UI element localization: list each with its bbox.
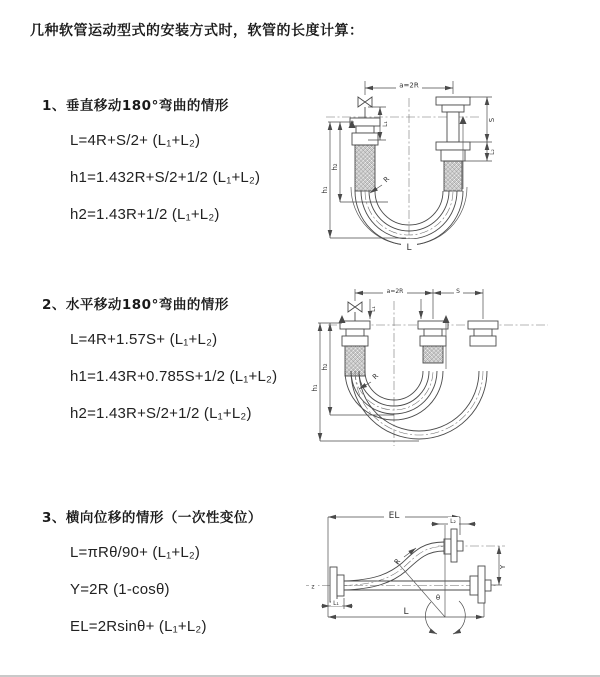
section-1-formulas — [42, 122, 317, 233]
braided-hose-section — [355, 145, 375, 191]
document-title: 几种软管运动型式的安装方式时，软管的长度计算： — [30, 23, 364, 39]
dim-label-l2: L₂ — [489, 149, 496, 155]
dim-label-l2: L₂ — [450, 518, 456, 525]
left-hose-fitting — [340, 321, 370, 376]
dim-label-radius: R — [371, 372, 381, 382]
dim-label-h2: h₂ — [331, 163, 339, 171]
dim-label-length: L — [406, 243, 412, 253]
centerline-break-mark: z — [311, 583, 315, 591]
formula-line: EL=2Rsinθ+ (L₁+L₂) — [70, 618, 207, 635]
diagram-3-drawing — [300, 505, 600, 650]
diagram-2-drawing — [313, 281, 598, 456]
section-2-heading: 2、水平移动180°弯曲的情形 — [42, 297, 229, 313]
formula-line: L=4R+S/2+ (L₁+L₂) — [70, 132, 201, 149]
braided-hose-section — [423, 346, 443, 363]
dim-label-s: S — [456, 288, 460, 295]
formula-line: h2=1.43R+S/2+1/2 (L₁+L₂) — [70, 405, 252, 422]
section-1 — [42, 94, 317, 233]
dim-label-h2: h₂ — [321, 363, 329, 371]
formula-line: Y=2R (1-cosθ) — [70, 581, 170, 598]
diagram-1-drawing — [308, 72, 598, 257]
motion-arrow-up — [443, 315, 450, 323]
right-hose-fitting-displaced — [468, 321, 498, 346]
s-curve-hose — [344, 542, 444, 590]
formula-line: h1=1.432R+S/2+1/2 (L₁+L₂) — [70, 169, 261, 186]
diagram-horizontal-180-bend — [313, 281, 598, 456]
dim-label-l1: L₁ — [333, 600, 339, 607]
section-3-formulas — [42, 534, 317, 645]
lower-right-flange — [470, 566, 491, 603]
braided-hose-section — [444, 161, 462, 191]
formula-line: L=4R+1.57S+ (L₁+L₂) — [70, 331, 218, 348]
dim-label-radius: R — [382, 175, 392, 185]
left-hose-fitting — [350, 118, 380, 191]
dim-label-h1: h₁ — [311, 384, 319, 392]
dim-label-h1: h₁ — [321, 186, 329, 194]
dim-label-a2r: a=2R — [399, 81, 419, 90]
valve-icon — [348, 302, 362, 321]
section-3-heading: 3、横向位移的情形（一次性变位） — [42, 510, 262, 526]
dim-label-a2r: a=2R — [386, 288, 404, 295]
middle-hose-fitting — [418, 321, 448, 363]
section-2 — [42, 293, 317, 432]
lower-left-flange — [330, 567, 344, 602]
section-2-formulas — [42, 321, 317, 432]
dim-label-radius: R — [392, 557, 403, 567]
dim-label-l: L — [403, 607, 409, 617]
right-hose-fitting — [436, 97, 470, 191]
formula-line: h2=1.43R+1/2 (L₁+L₂) — [70, 206, 220, 223]
angle-label-theta: θ — [435, 594, 441, 602]
dim-label-l1: L₁ — [370, 306, 377, 312]
dim-label-l1: L₁ — [382, 121, 389, 127]
section-1-heading: 1、垂直移动180°弯曲的情形 — [42, 98, 229, 114]
diagram-lateral-displacement — [300, 505, 600, 650]
valve-icon — [358, 97, 372, 118]
formula-line: h1=1.43R+0.785S+1/2 (L₁+L₂) — [70, 368, 278, 385]
dim-label-y: Y — [499, 564, 507, 570]
dim-label-s: S — [488, 117, 496, 123]
formula-line: L=πRθ/90+ (L₁+L₂) — [70, 544, 201, 561]
u-hose-bend-displaced — [351, 371, 487, 439]
diagram-vertical-180-bend — [308, 72, 598, 257]
dim-label-el: EL — [388, 511, 400, 521]
section-3 — [42, 506, 317, 645]
motion-arrow-up — [339, 315, 346, 323]
